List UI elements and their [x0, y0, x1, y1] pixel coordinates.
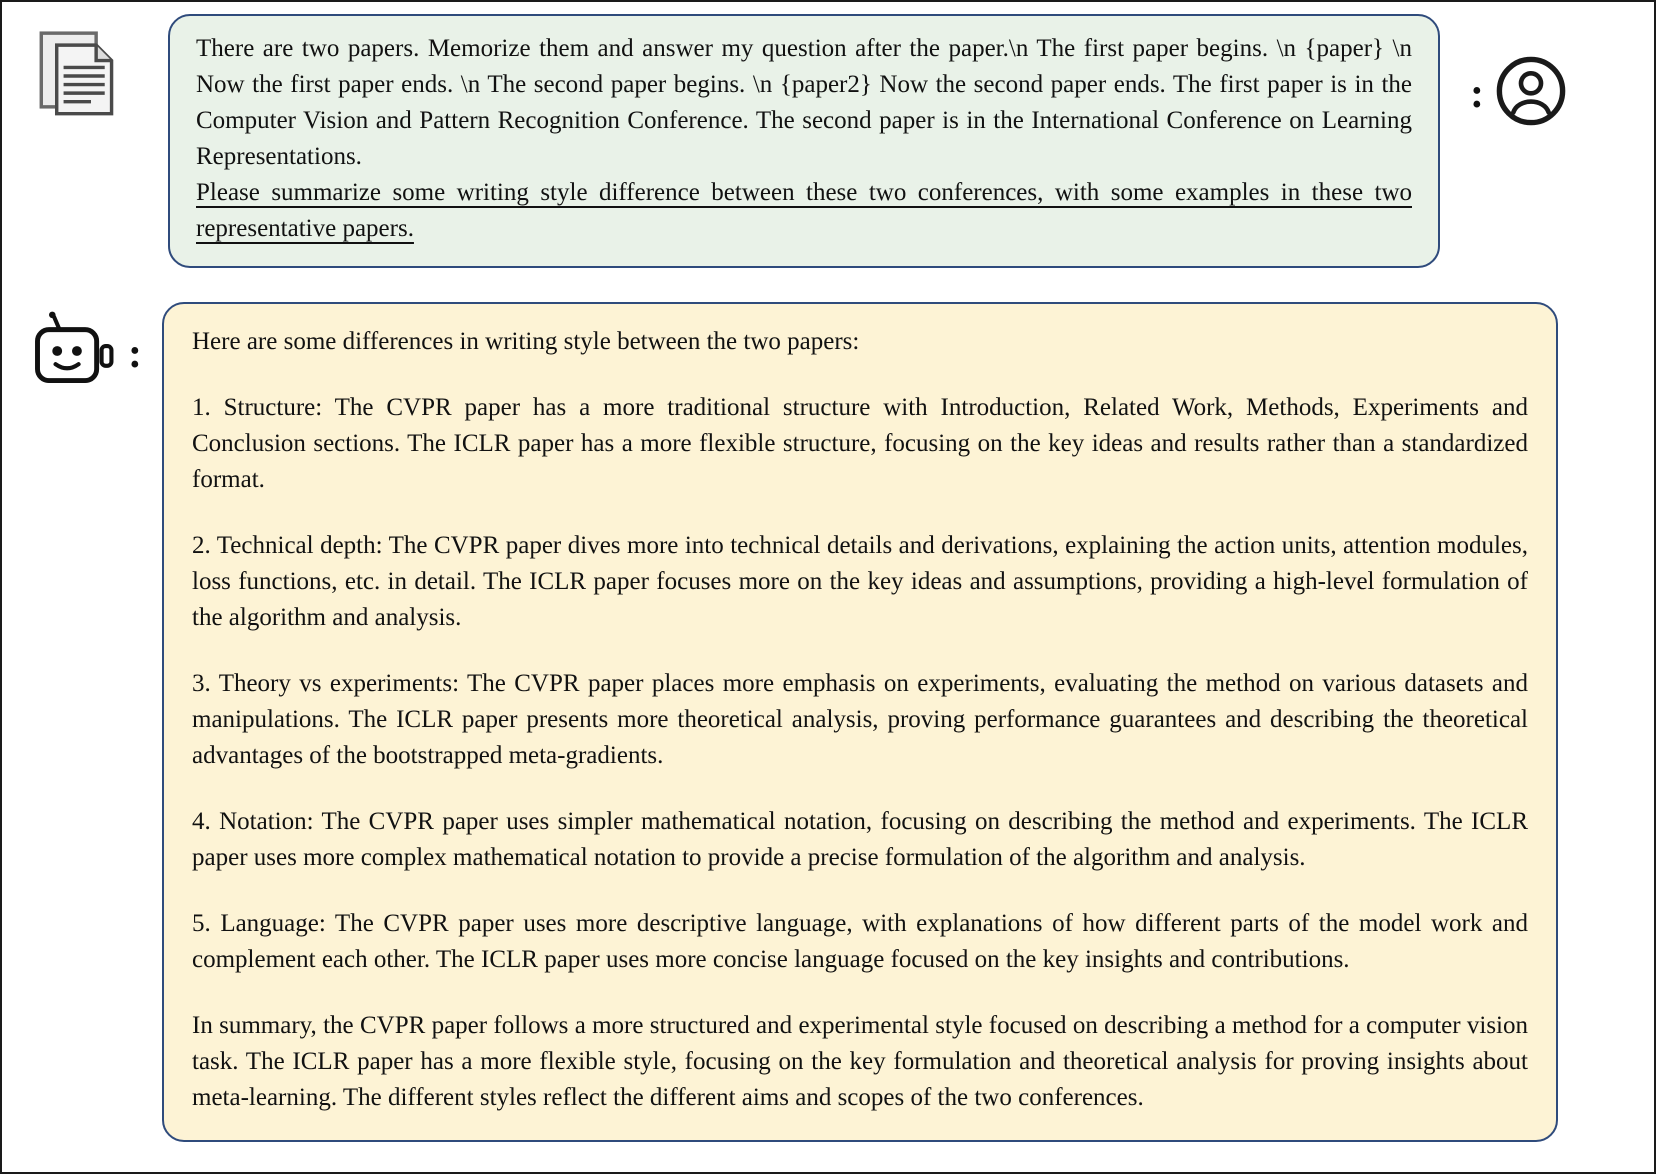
- assistant-paragraph: 2. Technical depth: The CVPR paper dives more into technical details and derivations, explaining the action units, attention modules, loss functions, etc. in detail. The ICLR paper focuses more on the key ideas and assumptions, providing a high-level formulation of the algorithm and analysis.: [192, 532, 1528, 631]
- user-question-underlined: Please summarize some writing style difference between these two conferences, with some examples in these two representative papers.: [196, 179, 1412, 242]
- user-message-text: There are two papers. Memorize them and answer my question after the paper.\n The first paper begins. \n {paper} \n Now the first paper ends. \n The second paper begins. \n {paper2} Now the second paper ends. The first paper is in the Computer Vision and Pattern Recognition Conference. The second paper is in the International Conference on Learning Representations.: [196, 35, 1412, 170]
- robot-avatar-group: [26, 308, 152, 399]
- assistant-paragraph: 3. Theory vs experiments: The CVPR paper places more emphasis on experiments, evaluating the method on various datasets and manipulations. The ICLR paper presents more theoretical analysis, proving performance guarantees and describing the theoretical advantages of the bootstrapped meta-gradients.: [192, 670, 1528, 769]
- documents-icon: [36, 28, 122, 129]
- robot-icon: [26, 308, 118, 399]
- assistant-message-bubble: [162, 302, 1558, 1142]
- assistant-message-row: [2, 268, 1654, 1142]
- assistant-paragraph: 5. Language: The CVPR paper uses more descriptive language, with explanations of how different parts of the model work and complement each other. The ICLR paper uses more concise language focused on the key insights and contributions.: [192, 910, 1528, 973]
- assistant-paragraph: 1. Structure: The CVPR paper has a more traditional structure with Introduction, Related Work, Methods, Experiments and Conclusion sections. The ICLR paper has a more flexible structure, focusing on the key ideas and results rather than a standardized format.: [192, 394, 1528, 493]
- assistant-colon: :: [128, 330, 142, 377]
- assistant-paragraph: In summary, the CVPR paper follows a more structured and experimental style focused on describing a method for a computer vision task. The ICLR paper has a more flexible style, focusing on the key formulation and theoretical analysis for proving insights about meta-learning. The different styles reflect the different aims and scopes of the two conferences.: [192, 1012, 1528, 1111]
- user-colon: :: [1470, 70, 1484, 117]
- user-message-row: [2, 2, 1654, 268]
- assistant-paragraph: Here are some differences in writing style between the two papers:: [192, 328, 860, 355]
- assistant-paragraph: 4. Notation: The CVPR paper uses simpler mathematical notation, focusing on describing the method and experiments. The ICLR paper uses more complex mathematical notation to provide a precise formulation of the algorithm and analysis.: [192, 808, 1528, 871]
- person-avatar-icon: [1494, 54, 1568, 133]
- user-message-bubble: [168, 14, 1440, 268]
- user-avatar-group: [1460, 54, 1568, 133]
